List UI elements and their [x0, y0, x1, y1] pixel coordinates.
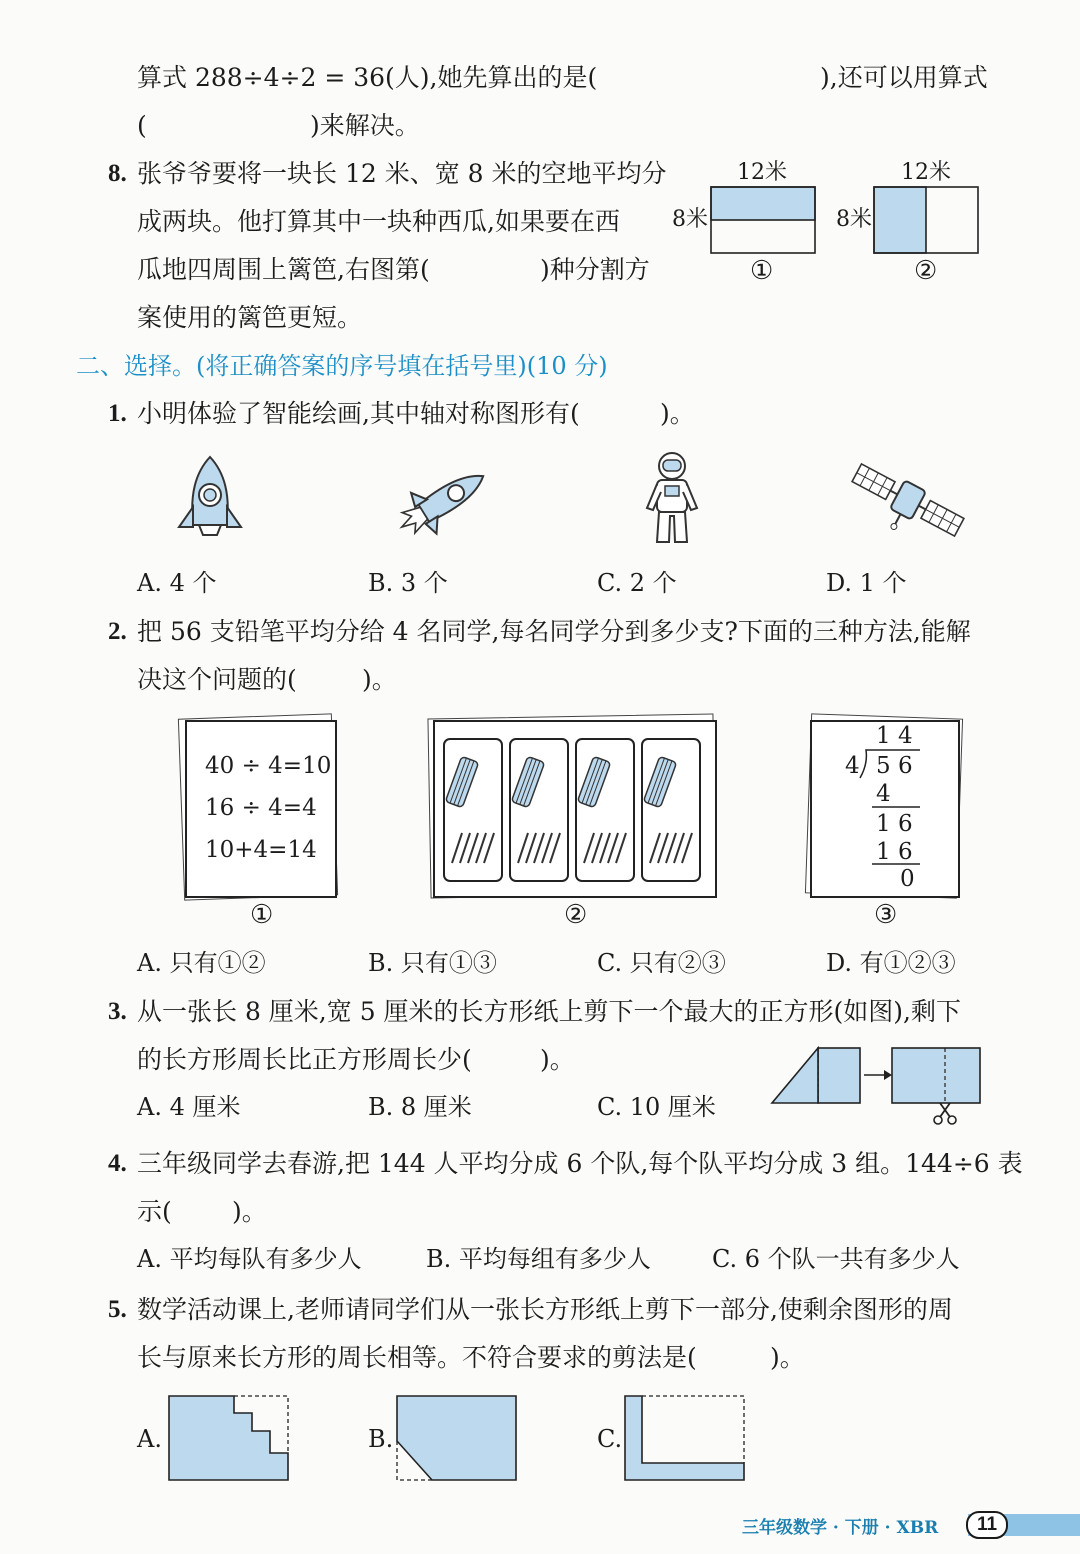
- c3-line1: 从一张长 8 厘米,宽 5 厘米的长方形纸上剪下一个最大的正方形(如图),剩下: [137, 997, 962, 1026]
- method1-line1: 40 ÷ 4=10: [205, 753, 332, 779]
- method1-caption: ①: [250, 900, 274, 930]
- q8-line1: 张爷爷要将一块长 12 米、宽 8 米的空地平均分: [137, 159, 667, 188]
- c4-number: 4.: [108, 1150, 127, 1177]
- c3-option-c[interactable]: C. 10 厘米: [597, 1093, 716, 1121]
- fig1-side-label: 8米: [672, 207, 708, 232]
- c2-option-d[interactable]: D. 有①②③: [826, 949, 956, 977]
- scissors-icon: [934, 1103, 956, 1124]
- q8-line3: 瓜地四周围上篱笆,右图第(: [137, 255, 430, 284]
- q8-line3-tail: )种分割方: [540, 255, 650, 284]
- c5-line2-a: 长与原来长方形的周长相等。不符合要求的剪法是(: [137, 1343, 697, 1372]
- rocket-tilted-icon: [390, 460, 500, 540]
- c2-line1: 把 56 支铅笔平均分给 4 名同学,每名同学分到多少支?下面的三种方法,能解: [137, 617, 971, 646]
- q8-number: 8.: [108, 160, 127, 187]
- division-step1: 4: [876, 781, 891, 807]
- c3-number: 3.: [108, 998, 127, 1025]
- c1-option-b[interactable]: B. 3 个: [368, 569, 448, 597]
- c5-option-b[interactable]: B.: [368, 1425, 394, 1453]
- c1-option-d[interactable]: D. 1 个: [826, 569, 907, 597]
- footer-book-title: 三年级数学 · 下册 · XBR: [742, 1518, 939, 1538]
- c5-number: 5.: [108, 1296, 127, 1323]
- fig1-rectangle: [710, 186, 816, 254]
- c5-figure-c: [624, 1395, 746, 1481]
- c5-line2-b: )。: [770, 1343, 805, 1372]
- c3-line2-a: 的长方形周长比正方形周长少(: [137, 1045, 472, 1074]
- c2-option-b[interactable]: B. 只有①③: [368, 949, 497, 977]
- c5-option-c[interactable]: C.: [597, 1425, 623, 1453]
- c4-option-b[interactable]: B. 平均每组有多少人: [426, 1245, 651, 1273]
- c4-option-a[interactable]: A. 平均每队有多少人: [137, 1245, 362, 1273]
- c2-option-a[interactable]: A. 只有①②: [137, 949, 266, 977]
- c2-number: 2.: [108, 618, 127, 645]
- c1-text-tail: )。: [660, 399, 695, 428]
- method1-line3: 10+4=14: [205, 837, 317, 863]
- q8-line4: 案使用的篱笆更短。: [137, 303, 363, 332]
- c2-option-c[interactable]: C. 只有②③: [597, 949, 726, 977]
- pencil-bundles-figure: [442, 735, 704, 885]
- c3-option-b[interactable]: B. 8 厘米: [368, 1093, 472, 1121]
- division-divisor: 4: [845, 753, 860, 779]
- c1-text: 小明体验了智能绘画,其中轴对称图形有(: [137, 399, 580, 428]
- q7-line1-a: 算式 288÷4÷2 = 36(人),她先算出的是(: [137, 63, 598, 92]
- c3-line2-b: )。: [540, 1045, 575, 1074]
- c1-option-a[interactable]: A. 4 个: [137, 569, 217, 597]
- q8-line2: 成两块。他打算其中一块种西瓜,如果要在西: [137, 207, 620, 236]
- fig2-top-label: 12米: [901, 160, 951, 185]
- c5-figure-a: [168, 1395, 290, 1481]
- method1-line2: 16 ÷ 4=4: [205, 795, 317, 821]
- fig2-caption: ②: [914, 256, 938, 286]
- q7-line1-b: ),还可以用算式: [820, 63, 988, 92]
- astronaut-icon: [642, 450, 702, 550]
- c4-line2-b: )。: [232, 1197, 267, 1226]
- c1-number: 1.: [108, 400, 127, 427]
- division-dividend: 5 6: [876, 753, 913, 779]
- fig2-rectangle: [873, 186, 979, 254]
- section2-title: 二、选择。(将正确答案的序号填在括号里)(10 分): [76, 352, 608, 380]
- c5-option-a[interactable]: A.: [137, 1425, 162, 1453]
- division-rem2: 0: [900, 866, 915, 892]
- q7-line2-a: (: [137, 111, 147, 140]
- fig1-caption: ①: [750, 256, 774, 286]
- c4-line2-a: 示(: [137, 1197, 172, 1226]
- c3-option-a[interactable]: A. 4 厘米: [137, 1093, 241, 1121]
- division-step2: 1 6: [876, 839, 913, 865]
- rocket-upright-icon: [175, 455, 245, 545]
- fig2-side-label: 8米: [836, 207, 872, 232]
- division-lines: [850, 720, 950, 880]
- c4-line1: 三年级同学去春游,把 144 人平均分成 6 个队,每个队平均分成 3 组。144÷6 表: [137, 1149, 1023, 1178]
- q7-line2-b: )来解决。: [310, 111, 420, 140]
- c5-figure-b: [396, 1395, 518, 1481]
- c5-line1: 数学活动课上,老师请同学们从一张长方形纸上剪下一部分,使剩余图形的周: [137, 1295, 953, 1324]
- c4-option-c[interactable]: C. 6 个队一共有多少人: [712, 1245, 960, 1273]
- c2-line2-a: 决这个问题的(: [137, 665, 297, 694]
- fig1-top-label: 12米: [737, 160, 787, 185]
- c1-option-c[interactable]: C. 2 个: [597, 569, 677, 597]
- division-quotient: 1 4: [876, 723, 913, 749]
- paper-fold-figure: [770, 1045, 990, 1125]
- division-rem1: 1 6: [876, 811, 913, 837]
- page-number: 11: [966, 1511, 1008, 1539]
- c2-line2-b: )。: [362, 665, 397, 694]
- method2-caption: ②: [564, 900, 588, 930]
- method3-caption: ③: [874, 900, 898, 930]
- satellite-icon: [848, 460, 968, 540]
